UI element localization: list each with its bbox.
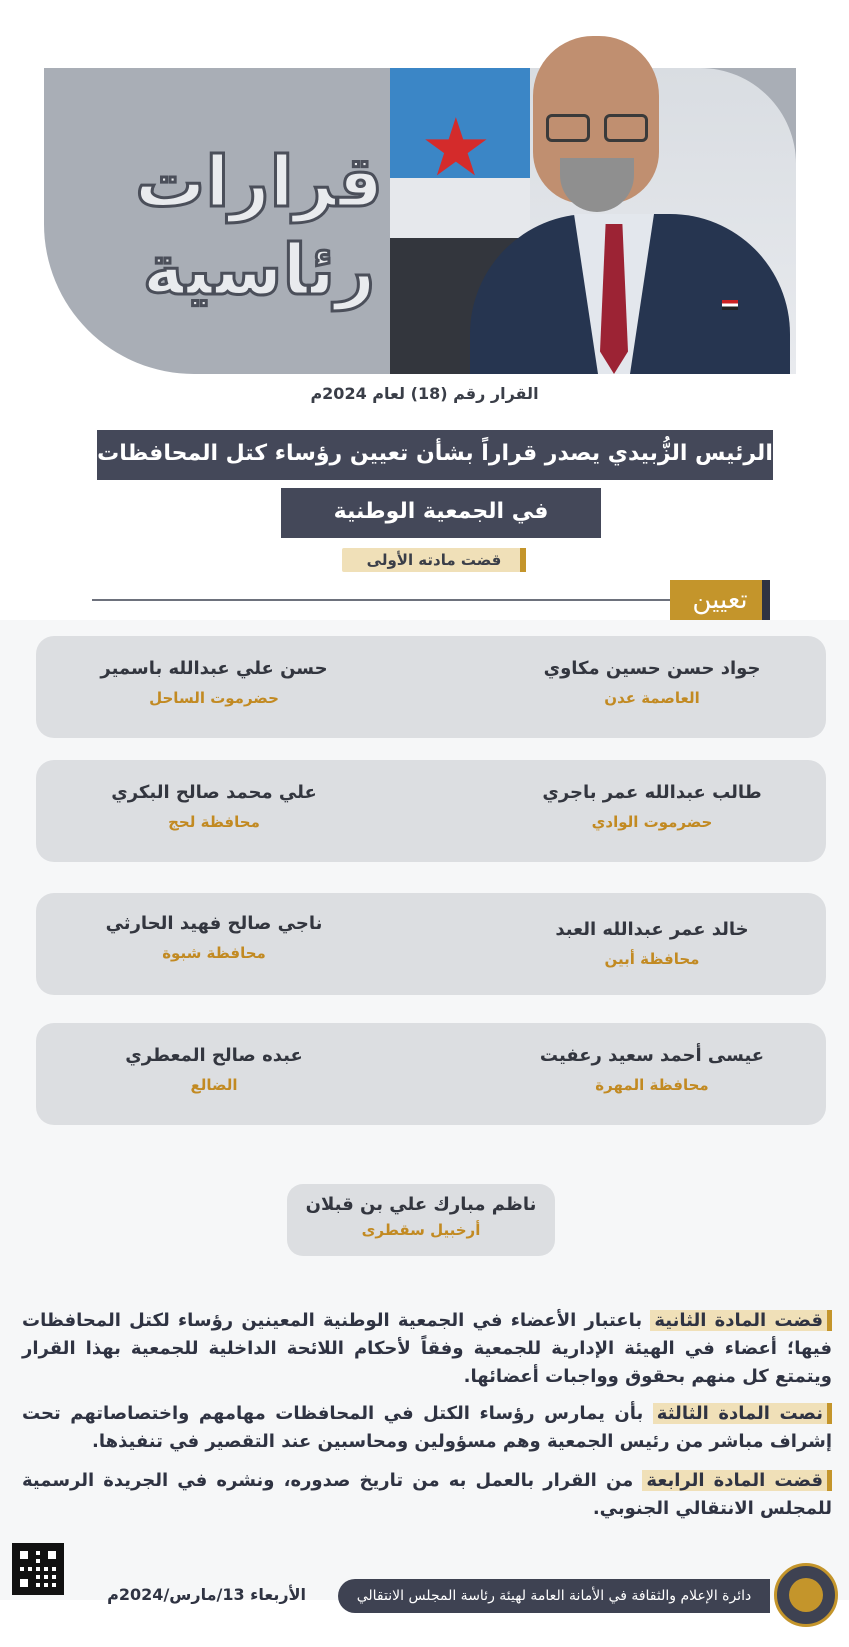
red-star-icon: ★ xyxy=(420,101,492,194)
appointee-card-3 xyxy=(36,893,826,995)
appointee-governorate: محافظة شبوة xyxy=(162,944,266,962)
appointee-card-1 xyxy=(36,636,826,738)
appointee-card-5 xyxy=(287,1184,555,1256)
appointee-name: ناجي صالح فهيد الحارثي xyxy=(105,913,323,934)
article-four-paragraph xyxy=(22,1467,832,1523)
label-edge xyxy=(762,580,770,620)
appointee-name: طالب عبدالله عمر باجري xyxy=(542,782,762,803)
article-one-label xyxy=(342,548,526,572)
article-three-lead: نصت المادة الثالثة xyxy=(653,1403,832,1424)
appointee-governorate: العاصمة عدن xyxy=(604,689,700,707)
appointee-card-4 xyxy=(36,1023,826,1125)
appointee-governorate: محافظة لحج xyxy=(168,813,260,831)
flag-pin-icon xyxy=(722,300,738,310)
president-portrait xyxy=(470,28,790,374)
appointee-name: حسن علي عبدالله باسمير xyxy=(100,658,328,679)
appoint-label-text: تعيين xyxy=(692,585,748,615)
appointee-entry xyxy=(84,782,344,831)
appointee-entry xyxy=(84,1045,344,1094)
headline-line-2: في الجمعية الوطنية xyxy=(281,488,601,538)
appointee-governorate: الضالع xyxy=(190,1076,238,1094)
appointee-governorate: حضرموت الوادي xyxy=(591,813,713,831)
article-four-text: من القرار بالعمل به من تاريخ صدوره، ونشره في الجريدة الرسمية للمجلس الانتقالي الجنوبي. xyxy=(22,1470,832,1519)
appointee-entry xyxy=(84,913,344,962)
appointee-name: علي محمد صالح البكري xyxy=(111,782,317,803)
decision-number: القرار رقم (18) لعام 2024م xyxy=(310,384,539,403)
appointee-governorate: محافظة أبين xyxy=(604,950,700,968)
appointee-name: عبده صالح المعطري xyxy=(125,1045,303,1066)
article-three-paragraph xyxy=(22,1400,832,1456)
department-bar: دائرة الإعلام والثقافة في الأمانة العامة لهيئة رئاسة المجلس الانتقالي الجنوبي xyxy=(338,1579,770,1613)
title-line-1: قرارات xyxy=(134,141,383,223)
article-one-text: قضت مادته الأولى xyxy=(366,551,502,569)
article-two-paragraph xyxy=(22,1307,832,1391)
article-two-text: باعتبار الأعضاء في الجمعية الوطنية المعينين رؤساء لكتل المحافظات فيها؛ أعضاء في الهيئة الإدارية للجمعية وفقاً لأحكام اللائحة الداخلية للجمعية بهذا القرار ويتمتع كل منهم بحقوق وواجبات أعضائها. xyxy=(22,1310,832,1387)
article-four-lead: قضت المادة الرابعة xyxy=(642,1470,832,1491)
appoint-section-label xyxy=(670,580,770,620)
appointee-name: خالد عمر عبدالله العبد xyxy=(555,919,749,940)
appointee-entry xyxy=(522,1045,782,1094)
article-two-lead: قضت المادة الثانية xyxy=(650,1310,832,1331)
title-line-2: رئاسية xyxy=(142,229,376,311)
appointee-entry xyxy=(522,658,782,707)
appointee-name: جواد حسن حسين مكاوي xyxy=(543,658,761,679)
publish-date: الأربعاء 13/مارس/2024م xyxy=(107,1585,306,1604)
banner-title xyxy=(124,138,394,314)
appointee-name: عيسى أحمد سعيد رعفيت xyxy=(539,1045,765,1066)
appointee-name: ناظم مبارك علي بن قبلان xyxy=(305,1194,537,1215)
headline-line-1: الرئيس الزُّبيدي يصدر قراراً بشأن تعيين رؤساء كتل المحافظات xyxy=(97,430,773,480)
appointee-entry xyxy=(522,919,782,968)
qr-code[interactable] xyxy=(12,1543,64,1595)
gold-marker xyxy=(520,548,526,572)
section-divider xyxy=(92,599,672,601)
appointee-entry xyxy=(287,1194,555,1239)
appointee-governorate: محافظة المهرة xyxy=(595,1076,709,1094)
council-emblem-icon xyxy=(774,1563,838,1627)
appointee-entry xyxy=(522,782,782,831)
article-three-text: بأن يمارس رؤساء الكتل في المحافظات مهامهم واختصاصاتهم تحت إشراف مباشر من رئيس الجمعية وهم مسؤولين ومحاسبين عند التقصير في تنفيذها. xyxy=(22,1403,832,1452)
appointee-governorate: حضرموت الساحل xyxy=(149,689,279,707)
appointee-card-2 xyxy=(36,760,826,862)
appointee-entry xyxy=(84,658,344,707)
appointee-governorate: أرخبيل سقطرى xyxy=(361,1221,481,1239)
